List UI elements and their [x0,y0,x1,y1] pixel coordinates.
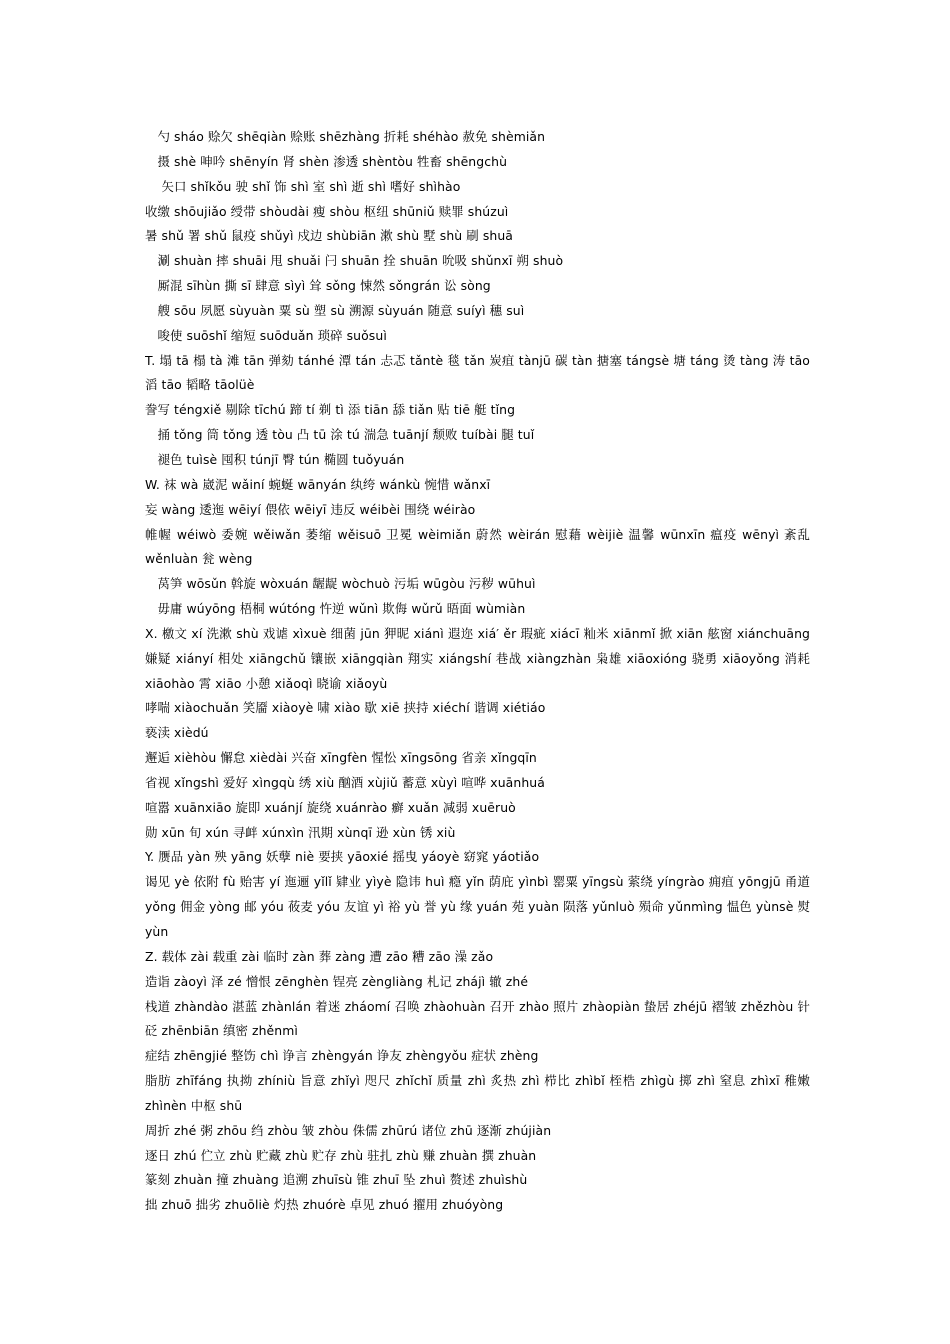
list-line: 暑 shǔ 署 shǔ 鼠疫 shǔyì 戍边 shùbiān 漱 shù 墅 shù 刷 shuā [145,228,513,244]
list-line: 帷幄 wéiwò 委婉 wěiwǎn 萎缩 wěisuō 卫冕 wèimiǎn 蔚然 wèirán 慰藉 wèijiè 温馨 wūnxīn 瘟疫 wēnyì 紊乱 wěnluàn 瓮 wèng [145,526,810,567]
list-line: 厮混 sīhùn 撕 sī 肆意 sìyì 耸 sǒng 悚然 sǒngrán 讼 sòng [145,278,491,294]
section-x-line: X. 檄文 xí 洗漱 shù 戏谑 xìxuè 细菌 jūn 狎昵 xiánì 遐迩 xiá′ ěr 瑕疵 xiácī 籼米 xiānmǐ 掀 xiān 舷窗 xiánchuāng 嫌疑 xiányí 相处 xiāngchǔ 镶嵌 xiāngqiàn 翔实 xiángshí 巷战 xiàngzhàn 枭雄 xiāoxióng 骁勇 xiāoyǒng 消耗 xiāohào 霄 xiāo 小憩 xiǎoqì 晓谕 xiǎoyù [145,625,810,691]
list-line: 脂肪 zhīfáng 执拗 zhíniù 旨意 zhǐyì 咫尺 zhǐchǐ 质量 zhì 炙热 zhì 栉比 zhìbǐ 桎梏 zhìgù 掷 zhì 窒息 zhìxī 稚嫩 zhìnèn 中枢 shū [145,1073,810,1113]
list-line: 唆使 suōshǐ 缩短 suōduǎn 琐碎 suǒsuì [145,327,387,343]
list-line: 症结 zhēngjié 整饬 chì 诤言 zhèngyán 诤友 zhèngyǒu 症状 zhèng [145,1048,539,1064]
list-line: 栈道 zhàndào 湛蓝 zhànlán 着迷 zháomí 召唤 zhàohuàn 召开 zhào 照片 zhàopiàn 蛰居 zhéjū 褶皱 zhězhòu 针砭 zhēnbiān 缜密 zhěnmì [145,998,810,1039]
list-line: 邂逅 xièhòu 懈怠 xièdài 兴奋 xīngfèn 惺忪 xīngsōng 省亲 xǐngqīn [145,750,537,766]
list-line: 周折 zhé 粥 zhōu 绉 zhòu 皱 zhòu 侏儒 zhūrú 诸位 zhū 逐渐 zhújiàn [145,1122,552,1138]
list-line: 拙 zhuō 拙劣 zhuōliè 灼热 zhuórè 卓见 zhuó 擢用 zhuóyòng [145,1197,504,1213]
list-line: 哮喘 xiàochuǎn 笑靥 xiàoyè 啸 xiào 歇 xiē 挟持 xiéchí 谐调 xiétiáo [145,700,546,716]
list-line: 造诣 zàoyì 泽 zé 憎恨 zēnghèn 锃亮 zèngliàng 札记 zhájì 辙 zhé [145,973,529,989]
list-line: 毋庸 wúyōng 梧桐 wútóng 忤逆 wǔnì 欺侮 wǔrǔ 晤面 wùmiàn [145,601,526,617]
list-line: 捅 tǒng 筒 tǒng 透 tòu 凸 tū 涂 tú 湍急 tuānjí 颓败 tuíbài 腿 tuǐ [145,427,535,443]
section-y-line: Y. 赝品 yàn 殃 yāng 妖孽 niè 要挟 yāoxié 摇曳 yáoyè 窈窕 yáotiǎo [145,849,540,865]
list-line: 褪色 tuìsè 囤积 túnjī 臀 tún 椭圆 tuǒyuán [145,451,405,467]
list-line: 逐日 zhú 伫立 zhù 贮藏 zhù 贮存 zhù 驻扎 zhù 赚 zhuàn 撰 zhuàn [145,1147,537,1163]
list-line: 亵渎 xièdú [145,725,209,741]
list-line: 喧嚣 xuānxiāo 旋即 xuánjí 旋绕 xuánrào 癣 xuǎn 减弱 xuēruò [145,799,516,815]
section-t-line: T. 塌 tā 榻 tà 滩 tān 弹劾 tánhé 潭 tán 忐忑 tǎntè 毯 tǎn 炭疽 tànjū 碳 tàn 搪塞 tángsè 塘 táng 烫 tàng 涛 tāo 滔 tāo 韬略 tāolüè [145,352,810,393]
list-line: 摄 shè 呻吟 shēnyín 肾 shèn 渗透 shèntòu 牲畜 shēngchù [145,153,508,169]
list-line: 矢口 shǐkǒu 驶 shǐ 饰 shì 室 shì 逝 shì 嗜好 shìhào [145,178,461,194]
list-line: 涮 shuàn 摔 shuāi 甩 shuǎi 闩 shuān 拴 shuān 吮吸 shǔnxī 朔 shuò [145,253,564,269]
pinyin-word-list [145,125,810,1218]
list-line: 勺 sháo 赊欠 shēqiàn 赊账 shēzhàng 折耗 shéhào 赦免 shèmiǎn [145,129,546,144]
list-line: 艘 sōu 夙愿 sùyuàn 粟 sù 塑 sù 溯源 sùyuán 随意 suíyì 穗 suì [145,302,525,318]
list-line: 省视 xǐngshì 爱好 xìngqù 绣 xiù 酗酒 xùjiǔ 蓄意 xùyì 喧哗 xuānhuá [145,774,545,790]
section-w-line: W. 袜 wà 崴泥 wǎiní 蜿蜒 wānyán 纨绔 wánkù 惋惜 wǎnxī [145,476,491,492]
list-line: 莴笋 wōsǔn 斡旋 wòxuán 龌龊 wòchuò 污垢 wūgòu 污秽 wūhuì [145,576,536,592]
section-z-line: Z. 载体 zài 载重 zài 临时 zàn 葬 zàng 遭 zāo 糟 zāo 澡 zǎo [145,948,494,964]
list-line: 篆刻 zhuàn 撞 zhuàng 追溯 zhuīsù 锥 zhuī 坠 zhuì 赘述 zhuìshù [145,1172,528,1188]
list-line: 誊写 téngxiě 剔除 tīchú 蹄 tí 剃 tì 添 tiān 舔 tiǎn 贴 tiē 艇 tǐng [145,402,516,418]
list-line: 收缴 shōujiǎo 绶带 shòudài 瘦 shòu 枢纽 shūniǔ 赎罪 shúzuì [145,203,509,219]
list-line: 谒见 yè 依附 fù 贻害 yí 迤逦 yǐlǐ 肄业 yìyè 隐讳 huì 瘾 yǐn 荫庇 yìnbì 罂粟 yīngsù 萦绕 yíngrào 痈疽 yōngjū 甬道 yǒng 佣金 yòng 邮 yóu 莜麦 yóu 友谊 yì 裕 yù 誉 yù 缘 yuán 苑 yuàn 陨落 yǔnluò 殒命 yǔnmìng 愠色 yùnsè 熨 yùn [145,874,810,939]
list-line: 勋 xūn 旬 xún 寻衅 xúnxìn 汛期 xùnqī 逊 xùn 锈 xiù [145,824,456,840]
list-line: 妄 wàng 逶迤 wēiyí 偎依 wēiyī 违反 wéibèi 围绕 wéirào [145,501,476,517]
